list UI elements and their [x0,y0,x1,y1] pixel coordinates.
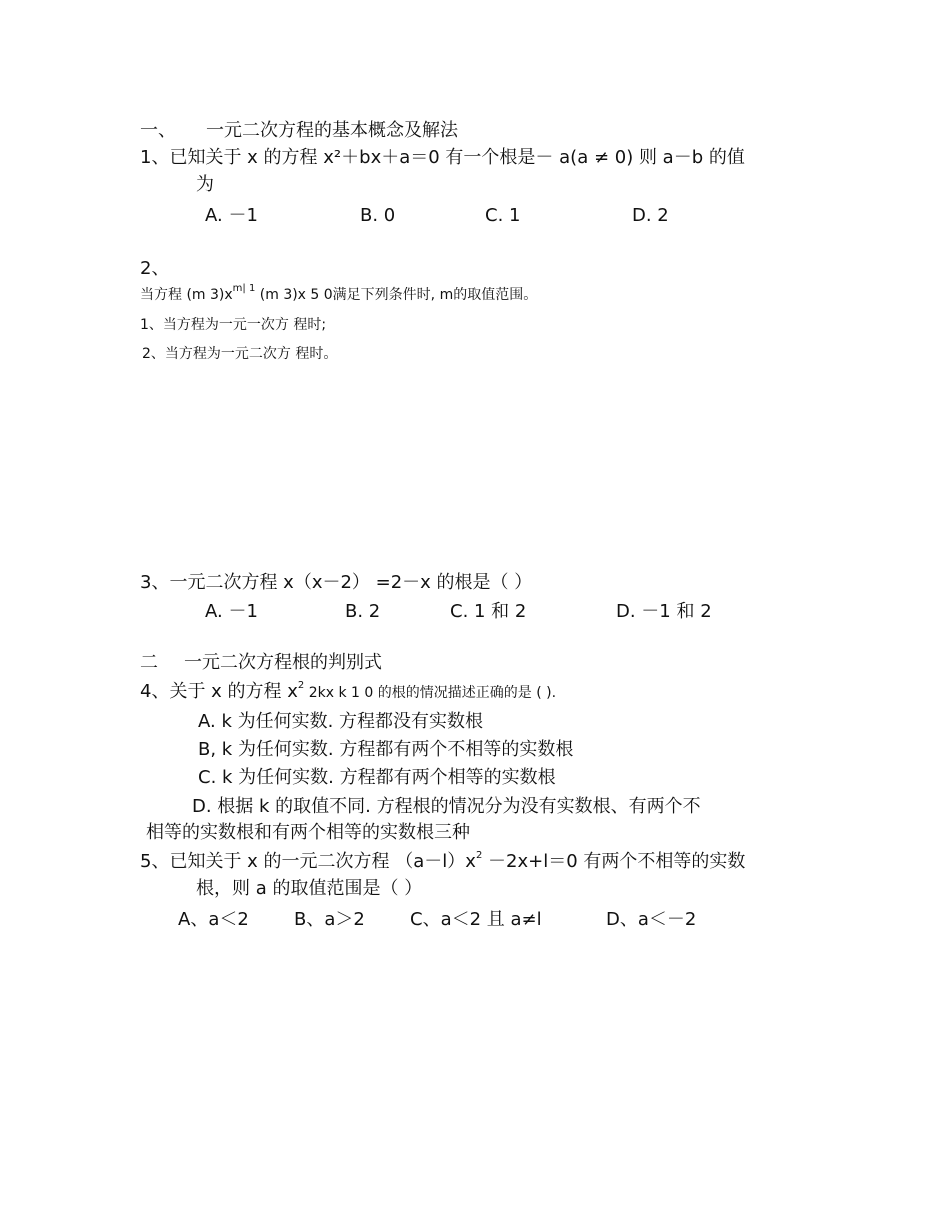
q5-stem-cont: 根，则 a 的取值范围是（ ） [196,878,423,899]
q2-number: 2、 [140,258,170,279]
q3-option-d: D. －1 和 2 [616,601,712,622]
q4-exponent: 2 [297,680,305,691]
q3-option-c: C. 1 和 2 [450,601,527,622]
q5-option-d: D、a＜－2 [606,909,697,930]
q1-stem-cont: 为 [196,174,214,195]
q4-option-c: C. k 为任何实数. 方程都有两个相等的实数根 [198,767,556,788]
q1-option-b: B. 0 [360,205,396,226]
q1-stem: 1、已知关于 x 的方程 x²＋bx＋a＝0 有一个根是－ a(a ≠ 0) 则 a－b 的值 [140,147,745,168]
q1-option-a: A. －1 [205,205,258,226]
q5-exponent: 2 [475,850,483,861]
q5-option-c: C、a＜2 且 a≠l [410,909,542,930]
q2-exponent: m| 1 [232,283,256,295]
q4-option-d-cont: 相等的实数根和有两个相等的实数根三种 [146,822,470,843]
q4-stem: 4、关于 x 的方程 $x^2$ 2kx k 1 0 的根的情况描述正确的是 ( ). [140,680,557,702]
q3-stem: 3、一元二次方程 x（x－2） =2－x 的根是（ ） [140,572,533,593]
q4-option-a: A. k 为任何实数. 方程都没有实数根 [198,711,484,732]
q4-option-b: B, k 为任何实数. 方程都有两个不相等的实数根 [198,739,574,760]
section1-title: 一元二次方程的基本概念及解法 [206,120,458,141]
q5-stem: 5、已知关于 x 的一元二次方程 $(a-l)x^2 -2x+l=0$ 有两个不相等的实数 [140,850,746,872]
section1-number: 一、 [140,120,176,141]
q1-option-c: C. 1 [485,205,521,226]
q2-sub2: 2、当方程为一元二次方 程时。 [142,346,338,362]
q2-sub1: 1、当方程为一元一次方 程时; [140,317,327,333]
q5-option-a: A、a＜2 [178,909,249,930]
q1-option-d: D. 2 [632,205,669,226]
q5-option-b: B、a＞2 [294,909,365,930]
q3-option-a: A. －1 [205,601,258,622]
q2-stem: 当方程 (m $3)x^{m| 1}$ (m 3)x 5 0满足下列条件时, m的取值范围。 [140,283,538,303]
section2-title: 一元二次方程根的判别式 [184,652,382,673]
section2-number: 二 [140,652,158,673]
q4-option-d: D. 根据 k 的取值不同. 方程根的情况分为没有实数根、有两个不 [192,796,701,817]
q3-option-b: B. 2 [345,601,381,622]
